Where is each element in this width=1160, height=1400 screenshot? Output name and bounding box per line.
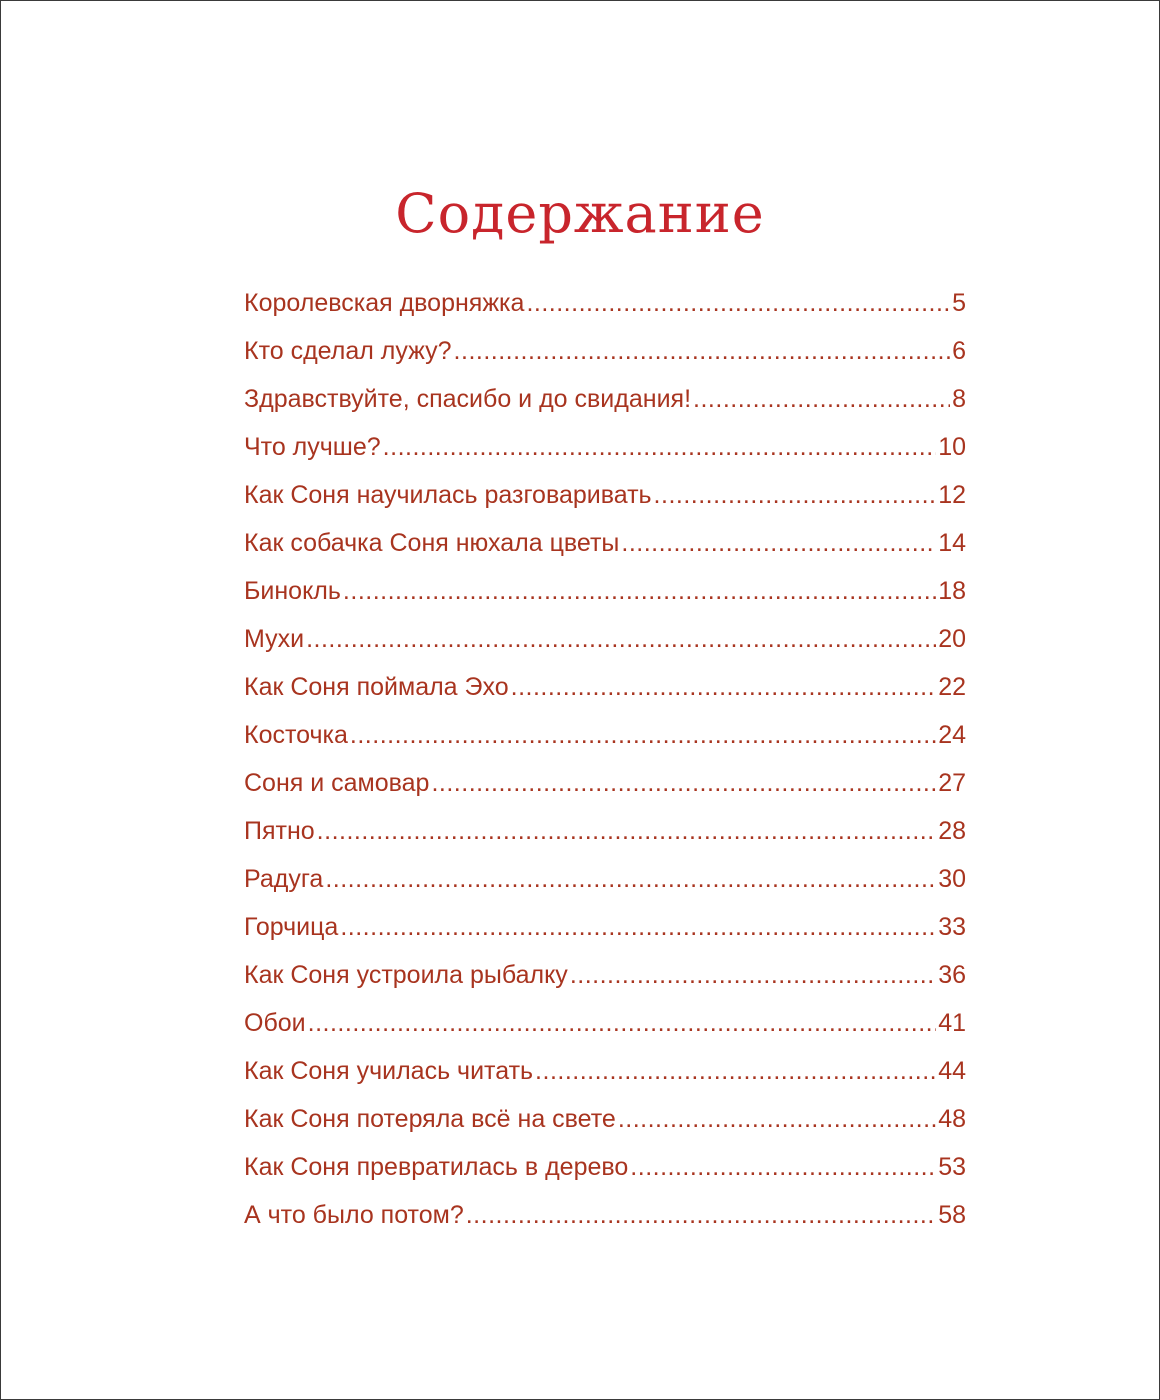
table-of-contents [244, 279, 966, 1239]
toc-entry-page: 28 [938, 817, 966, 845]
toc-entry[interactable] [244, 567, 966, 615]
toc-dot-leader [340, 903, 936, 951]
toc-entry[interactable] [244, 663, 966, 711]
toc-entry-title: Соня и самовар [244, 769, 430, 797]
toc-dot-leader [306, 615, 936, 663]
toc-entry-title: А что было потом? [244, 1201, 464, 1229]
toc-entry[interactable] [244, 855, 966, 903]
toc-dot-leader [570, 951, 936, 999]
toc-entry-title: Как Соня превратилась в дерево [244, 1153, 629, 1181]
toc-dot-leader [618, 1095, 936, 1143]
toc-dot-leader [431, 759, 936, 807]
toc-entry-title: Косточка [244, 721, 348, 749]
toc-dot-leader [535, 1047, 936, 1095]
toc-entry[interactable] [244, 711, 966, 759]
toc-dot-leader [526, 279, 950, 327]
toc-dot-leader [511, 663, 937, 711]
toc-entry-page: 10 [938, 433, 966, 461]
toc-entry[interactable] [244, 999, 966, 1047]
toc-entry[interactable] [244, 375, 966, 423]
toc-entry-title: Горчица [244, 913, 339, 941]
toc-entry-page: 24 [938, 721, 966, 749]
toc-entry[interactable] [244, 903, 966, 951]
toc-entry[interactable] [244, 759, 966, 807]
toc-entry-title: Как собачка Соня нюхала цветы [244, 529, 620, 557]
toc-entry-title: Пятно [244, 817, 315, 845]
toc-entry[interactable] [244, 615, 966, 663]
toc-entry-title: Кто сделал лужу? [244, 337, 452, 365]
toc-entry-title: Что лучше? [244, 433, 381, 461]
toc-entry-title: Как Соня училась читать [244, 1057, 534, 1085]
toc-dot-leader [693, 375, 950, 423]
toc-entry-page: 44 [938, 1057, 966, 1085]
toc-entry-page: 6 [952, 337, 966, 365]
toc-entry-page: 48 [938, 1105, 966, 1133]
toc-entry-page: 33 [938, 913, 966, 941]
toc-entry-page: 5 [952, 289, 966, 317]
toc-entry[interactable] [244, 807, 966, 855]
toc-entry-title: Радуга [244, 865, 324, 893]
toc-dot-leader [350, 711, 936, 759]
toc-entry-page: 14 [938, 529, 966, 557]
toc-entry-page: 12 [938, 481, 966, 509]
toc-dot-leader [454, 327, 951, 375]
toc-entry-page: 8 [952, 385, 966, 413]
toc-entry-page: 30 [938, 865, 966, 893]
toc-entry[interactable] [244, 1095, 966, 1143]
toc-dot-leader [317, 807, 937, 855]
toc-entry-title: Как Соня потеряла всё на свете [244, 1105, 616, 1133]
toc-entry[interactable] [244, 279, 966, 327]
toc-entry-title: Здравствуйте, спасибо и до свидания! [244, 385, 692, 413]
toc-entry-page: 22 [938, 673, 966, 701]
toc-entry-title: Обои [244, 1009, 306, 1037]
toc-entry-title: Бинокль [244, 577, 341, 605]
toc-entry-title: Королевская дворняжка [244, 289, 525, 317]
toc-dot-leader [308, 999, 937, 1047]
toc-entry-page: 18 [938, 577, 966, 605]
toc-dot-leader [343, 567, 936, 615]
toc-dot-leader [621, 519, 936, 567]
toc-entry[interactable] [244, 1143, 966, 1191]
toc-entry-page: 41 [938, 1009, 966, 1037]
toc-entry-title: Как Соня устроила рыбалку [244, 961, 568, 989]
page-title: Содержание [395, 182, 765, 245]
toc-entry[interactable] [244, 519, 966, 567]
toc-dot-leader [325, 855, 936, 903]
toc-entry[interactable] [244, 1047, 966, 1095]
toc-entry[interactable] [244, 1191, 966, 1239]
toc-entry-title: Как Соня поймала Эхо [244, 673, 509, 701]
toc-entry-page: 36 [938, 961, 966, 989]
toc-dot-leader [383, 423, 937, 471]
toc-entry-page: 27 [938, 769, 966, 797]
toc-entry[interactable] [244, 471, 966, 519]
toc-entry-title: Как Соня научилась разговаривать [244, 481, 652, 509]
toc-entry[interactable] [244, 423, 966, 471]
toc-entry[interactable] [244, 951, 966, 999]
toc-entry-page: 20 [938, 625, 966, 653]
toc-dot-leader [466, 1191, 936, 1239]
toc-dot-leader [654, 471, 937, 519]
toc-entry-title: Мухи [244, 625, 305, 653]
toc-entry-page: 53 [938, 1153, 966, 1181]
toc-entry[interactable] [244, 327, 966, 375]
toc-dot-leader [630, 1143, 936, 1191]
toc-entry-page: 58 [938, 1201, 966, 1229]
